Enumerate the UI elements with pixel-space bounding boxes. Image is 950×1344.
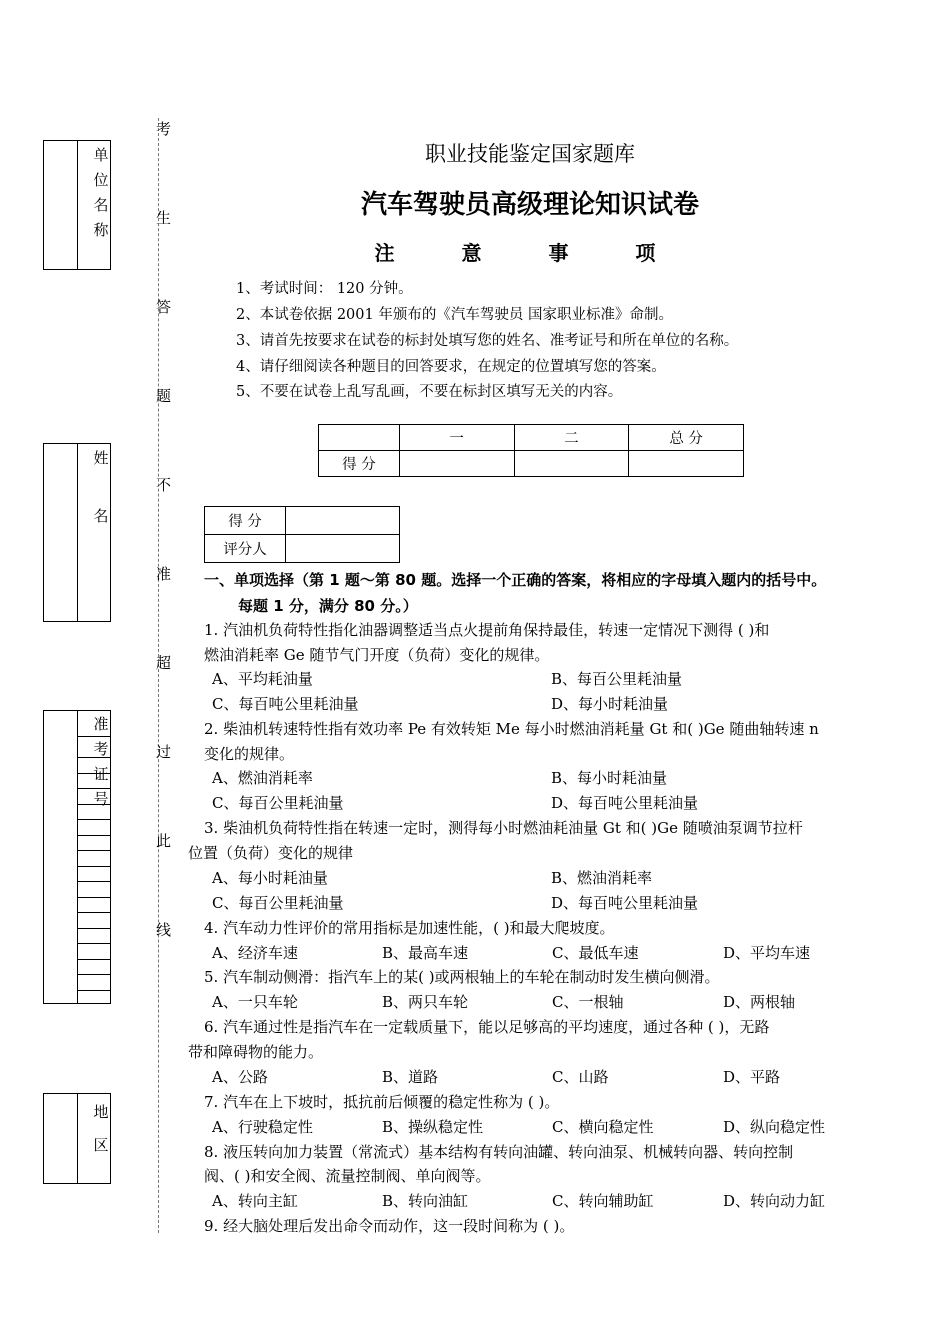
answer-option[interactable]: B、道路 <box>382 1068 439 1086</box>
answer-option[interactable]: A、经济车速 <box>212 944 298 962</box>
score-header <box>319 425 400 451</box>
answer-option[interactable]: A、公路 <box>212 1068 268 1086</box>
note-item: 3、请首先按要求在试卷的标封处填写您的姓名、准考证号和所在单位的名称。 <box>236 333 739 349</box>
notice-heading: 注 意 事 项 <box>374 241 686 265</box>
question-text: 位置（负荷）变化的规律 <box>188 844 354 862</box>
seal-text: 线 <box>156 921 172 939</box>
grader-score-cell[interactable] <box>286 507 400 535</box>
question-text: 阀、( )和安全阀、流量控制阀、单向阀等。 <box>204 1167 491 1185</box>
note-item: 2、本试卷依据 2001 年颁布的《汽车驾驶员 国家职业标准》命制。 <box>236 307 673 323</box>
score-cell[interactable] <box>399 451 514 477</box>
section-heading: 一、单项选择（第 1 题～第 80 题。选择一个正确的答案，将相应的字母填入题内的括号中。 <box>204 571 827 589</box>
score-header: 一 <box>399 425 514 451</box>
unit-name-label: 单 位 名 称 <box>93 146 109 239</box>
answer-option[interactable]: A、平均耗油量 <box>212 670 313 688</box>
question-text: 6. 汽车通过性是指汽车在一定载质量下，能以足够高的平均速度，通过各种 ( )，无路 <box>204 1018 770 1036</box>
answer-option[interactable]: D、平路 <box>723 1068 781 1086</box>
answer-option[interactable]: D、每百吨公里耗油量 <box>551 794 699 812</box>
question-text: 1. 汽油机负荷特性指化油器调整适当点火提前角保持最佳，转速一定情况下测得 ( )和 <box>204 621 770 639</box>
answer-option[interactable]: B、每百公里耗油量 <box>551 670 683 688</box>
question-text: 2. 柴油机转速特性指有效功率 Pe 有效转矩 Me 每小时燃油消耗量 Gt 和( )Ge 随曲轴转速 n <box>204 720 819 738</box>
answer-option[interactable]: A、一只车轮 <box>212 993 298 1011</box>
answer-option[interactable]: D、纵向稳定性 <box>723 1118 826 1136</box>
question-text: 7. 汽车在上下坡时，抵抗前后倾覆的稳定性称为 ( )。 <box>204 1093 560 1111</box>
answer-option[interactable]: B、燃油消耗率 <box>551 869 653 887</box>
answer-option[interactable]: C、一根轴 <box>552 993 624 1011</box>
seal-text: 答 <box>156 298 172 316</box>
seal-text: 题 <box>156 387 172 405</box>
answer-option[interactable]: C、横向稳定性 <box>552 1118 654 1136</box>
ticket-number-label: 准 考 证 号 <box>93 715 109 808</box>
region-label: 地 区 <box>93 1103 109 1154</box>
grader-score-label: 得 分 <box>205 507 286 535</box>
seal-text: 不 <box>156 476 172 494</box>
seal-dashed-line <box>158 118 159 1233</box>
score-cell[interactable] <box>514 451 629 477</box>
seal-text: 过 <box>156 743 172 761</box>
question-bank-title: 职业技能鉴定国家题库 <box>425 142 635 166</box>
seal-text: 准 <box>156 565 172 583</box>
score-row-label: 得 分 <box>319 451 400 477</box>
note-item: 4、请仔细阅读各种题目的回答要求，在规定的位置填写您的答案。 <box>236 359 666 375</box>
answer-option[interactable]: B、每小时耗油量 <box>551 769 668 787</box>
answer-option[interactable]: C、每百公里耗油量 <box>212 894 344 912</box>
answer-option[interactable]: B、两只车轮 <box>382 993 469 1011</box>
question-text: 3. 柴油机负荷特性指在转速一定时，测得每小时燃油耗油量 Gt 和( )Ge 随喷油泵调节拉杆 <box>204 819 803 837</box>
answer-option[interactable]: A、燃油消耗率 <box>212 769 313 787</box>
answer-option[interactable]: C、山路 <box>552 1068 609 1086</box>
question-text: 8. 液压转向加力装置（常流式）基本结构有转向油罐、转向油泵、机械转向器、转向控制 <box>204 1143 794 1161</box>
note-item: 5、不要在试卷上乱写乱画，不要在标封区填写无关的内容。 <box>236 384 623 400</box>
seal-text: 考 <box>156 120 172 138</box>
question-text: 燃油消耗率 Ge 随节气门开度（负荷）变化的规律。 <box>204 646 550 664</box>
question-text: 4. 汽车动力性评价的常用指标是加速性能，( )和最大爬坡度。 <box>204 919 615 937</box>
name-label: 姓 名 <box>93 449 109 525</box>
answer-option[interactable]: B、转向油缸 <box>382 1192 469 1210</box>
score-cell[interactable] <box>629 451 744 477</box>
score-table <box>318 424 744 477</box>
seal-text: 生 <box>156 209 172 227</box>
answer-option[interactable]: D、转向动力缸 <box>723 1192 826 1210</box>
grader-label: 评分人 <box>205 535 286 563</box>
exam-title: 汽车驾驶员高级理论知识试卷 <box>360 190 699 220</box>
question-text: 5. 汽车制动侧滑：指汽车上的某( )或两根轴上的车轮在制动时发生横向侧滑。 <box>204 968 720 986</box>
question-text: 变化的规律。 <box>204 745 295 763</box>
question-text: 9. 经大脑处理后发出命令而动作，这一段时间称为 ( )。 <box>204 1217 575 1235</box>
answer-option[interactable]: C、每百吨公里耗油量 <box>212 695 359 713</box>
seal-text: 此 <box>156 832 172 850</box>
grader-cell[interactable] <box>286 535 400 563</box>
answer-option[interactable]: D、每小时耗油量 <box>551 695 669 713</box>
answer-option[interactable]: A、行驶稳定性 <box>212 1118 313 1136</box>
section-heading-scoring: 每题 1 分，满分 80 分。） <box>238 597 418 615</box>
answer-option[interactable]: A、每小时耗油量 <box>212 869 328 887</box>
answer-option[interactable]: D、每百吨公里耗油量 <box>551 894 699 912</box>
score-header: 二 <box>514 425 629 451</box>
answer-option[interactable]: D、平均车速 <box>723 944 811 962</box>
answer-option[interactable]: D、两根轴 <box>723 993 796 1011</box>
answer-option[interactable]: C、每百公里耗油量 <box>212 794 344 812</box>
answer-option[interactable]: B、操纵稳定性 <box>382 1118 484 1136</box>
question-text: 带和障碍物的能力。 <box>188 1043 324 1061</box>
answer-option[interactable]: A、转向主缸 <box>212 1192 298 1210</box>
seal-text: 超 <box>156 654 172 672</box>
answer-option[interactable]: C、最低车速 <box>552 944 639 962</box>
answer-option[interactable]: B、最高车速 <box>382 944 469 962</box>
score-header: 总 分 <box>629 425 744 451</box>
answer-option[interactable]: C、转向辅助缸 <box>552 1192 654 1210</box>
note-item: 1、考试时间： 120 分钟。 <box>236 281 413 297</box>
grader-table <box>204 506 400 563</box>
